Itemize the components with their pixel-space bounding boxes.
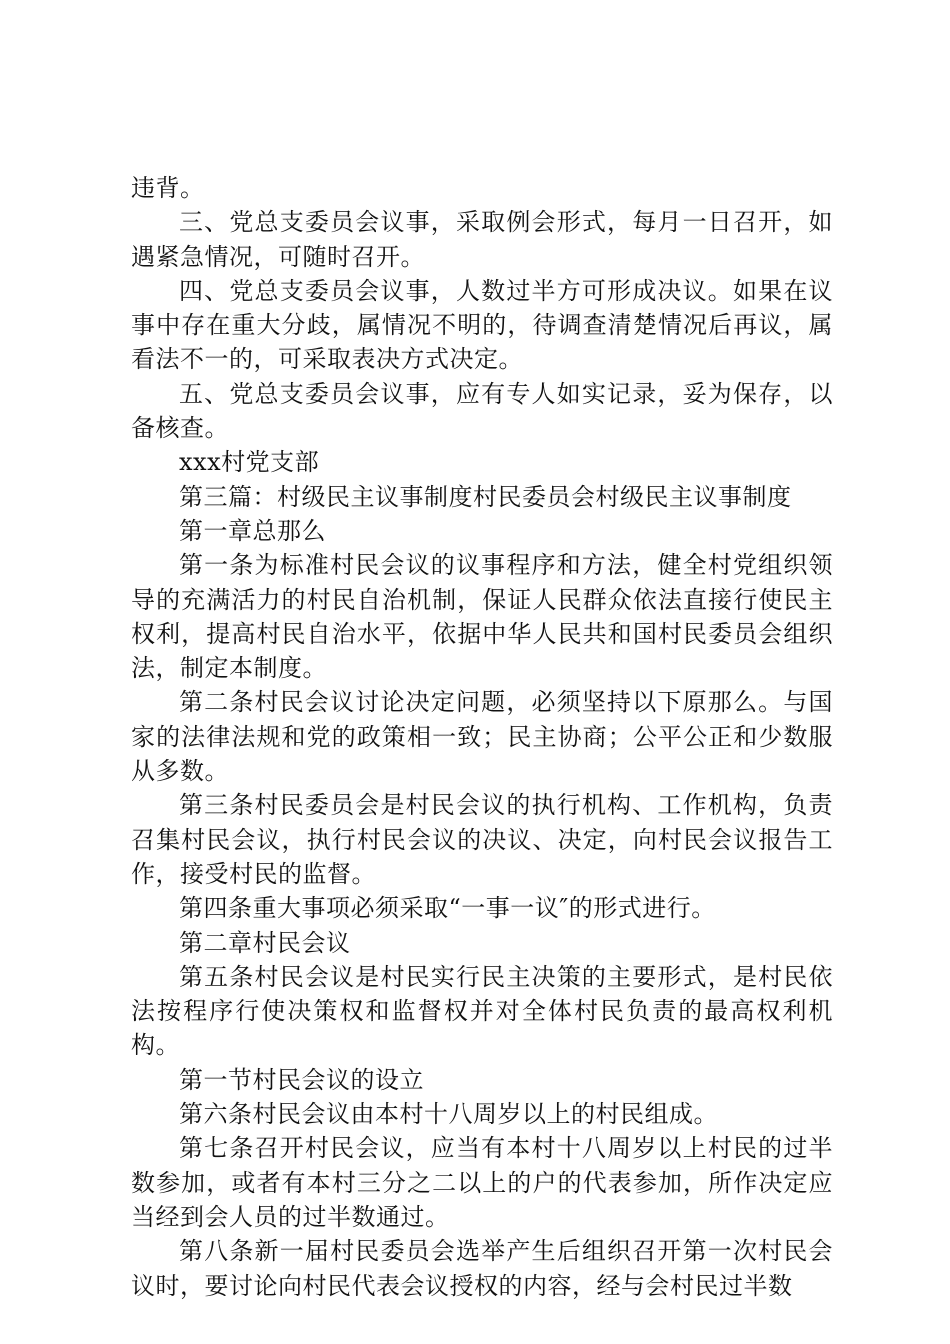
paragraph: 四、党总支委员会议事，人数过半方可形成决议。如果在议事中存在重大分歧，属情况不明的，待调查清楚情况后再议，属看法不一的，可采取表决方式决定。 bbox=[131, 276, 833, 374]
document-body bbox=[131, 171, 833, 1303]
chapter-heading: 第二章村民会议 bbox=[179, 928, 351, 957]
signature-line: xxx村党支部 bbox=[179, 448, 320, 477]
article-paragraph: 第五条村民会议是村民实行民主决策的主要形式，是村民依法按程序行使决策权和监督权并对全体村民负责的最高权利机构。 bbox=[131, 962, 833, 1060]
paragraph: 三、党总支委员会议事，采取例会形式，每月一日召开，如遇紧急情况，可随时召开。 bbox=[131, 208, 833, 271]
article-paragraph: 第四条重大事项必须采取“一事一议″的形式进行。 bbox=[179, 894, 716, 923]
chapter-heading: 第一章总那么 bbox=[179, 516, 326, 545]
section-heading: 第三篇：村级民主议事制度村民委员会村级民主议事制度 bbox=[179, 482, 792, 511]
article-paragraph: 第六条村民会议由本村十八周岁以上的村民组成。 bbox=[179, 1100, 718, 1129]
section-subheading: 第一节村民会议的设立 bbox=[179, 1065, 424, 1094]
paragraph: 五、党总支委员会议事，应有专人如实记录，妥为保存，以备核查。 bbox=[131, 379, 833, 443]
paragraph-continuation: 违背。 bbox=[131, 174, 205, 202]
article-paragraph: 第二条村民会议讨论决定问题，必须坚持以下原那么。与国家的法律法规和党的政策相一致；民主协商；公平公正和少数服从多数。 bbox=[131, 688, 833, 786]
article-paragraph: 第三条村民委员会是村民会议的执行机构、工作机构，负责召集村民会议，执行村民会议的决议、决定，向村民会议报告工作，接受村民的监督。 bbox=[131, 791, 833, 888]
article-paragraph: 第一条为标准村民会议的议事程序和方法，健全村党组织领导的充满活力的村民自治机制，保证人民群众依法直接行使民主权利，提高村民自治水平，依据中华人民共和国村民委员会组织法，制定本制度。 bbox=[131, 551, 833, 683]
article-paragraph: 第七条召开村民会议，应当有本村十八周岁以上村民的过半数参加，或者有本村三分之二以上的户的代表参加，所作决定应当经到会人员的过半数通过。 bbox=[131, 1134, 833, 1231]
article-paragraph: 第八条新一届村民委员会选举产生后组织召开第一次村民会议时，要讨论向村民代表会议授权的内容，经与会村民过半数 bbox=[131, 1237, 833, 1300]
